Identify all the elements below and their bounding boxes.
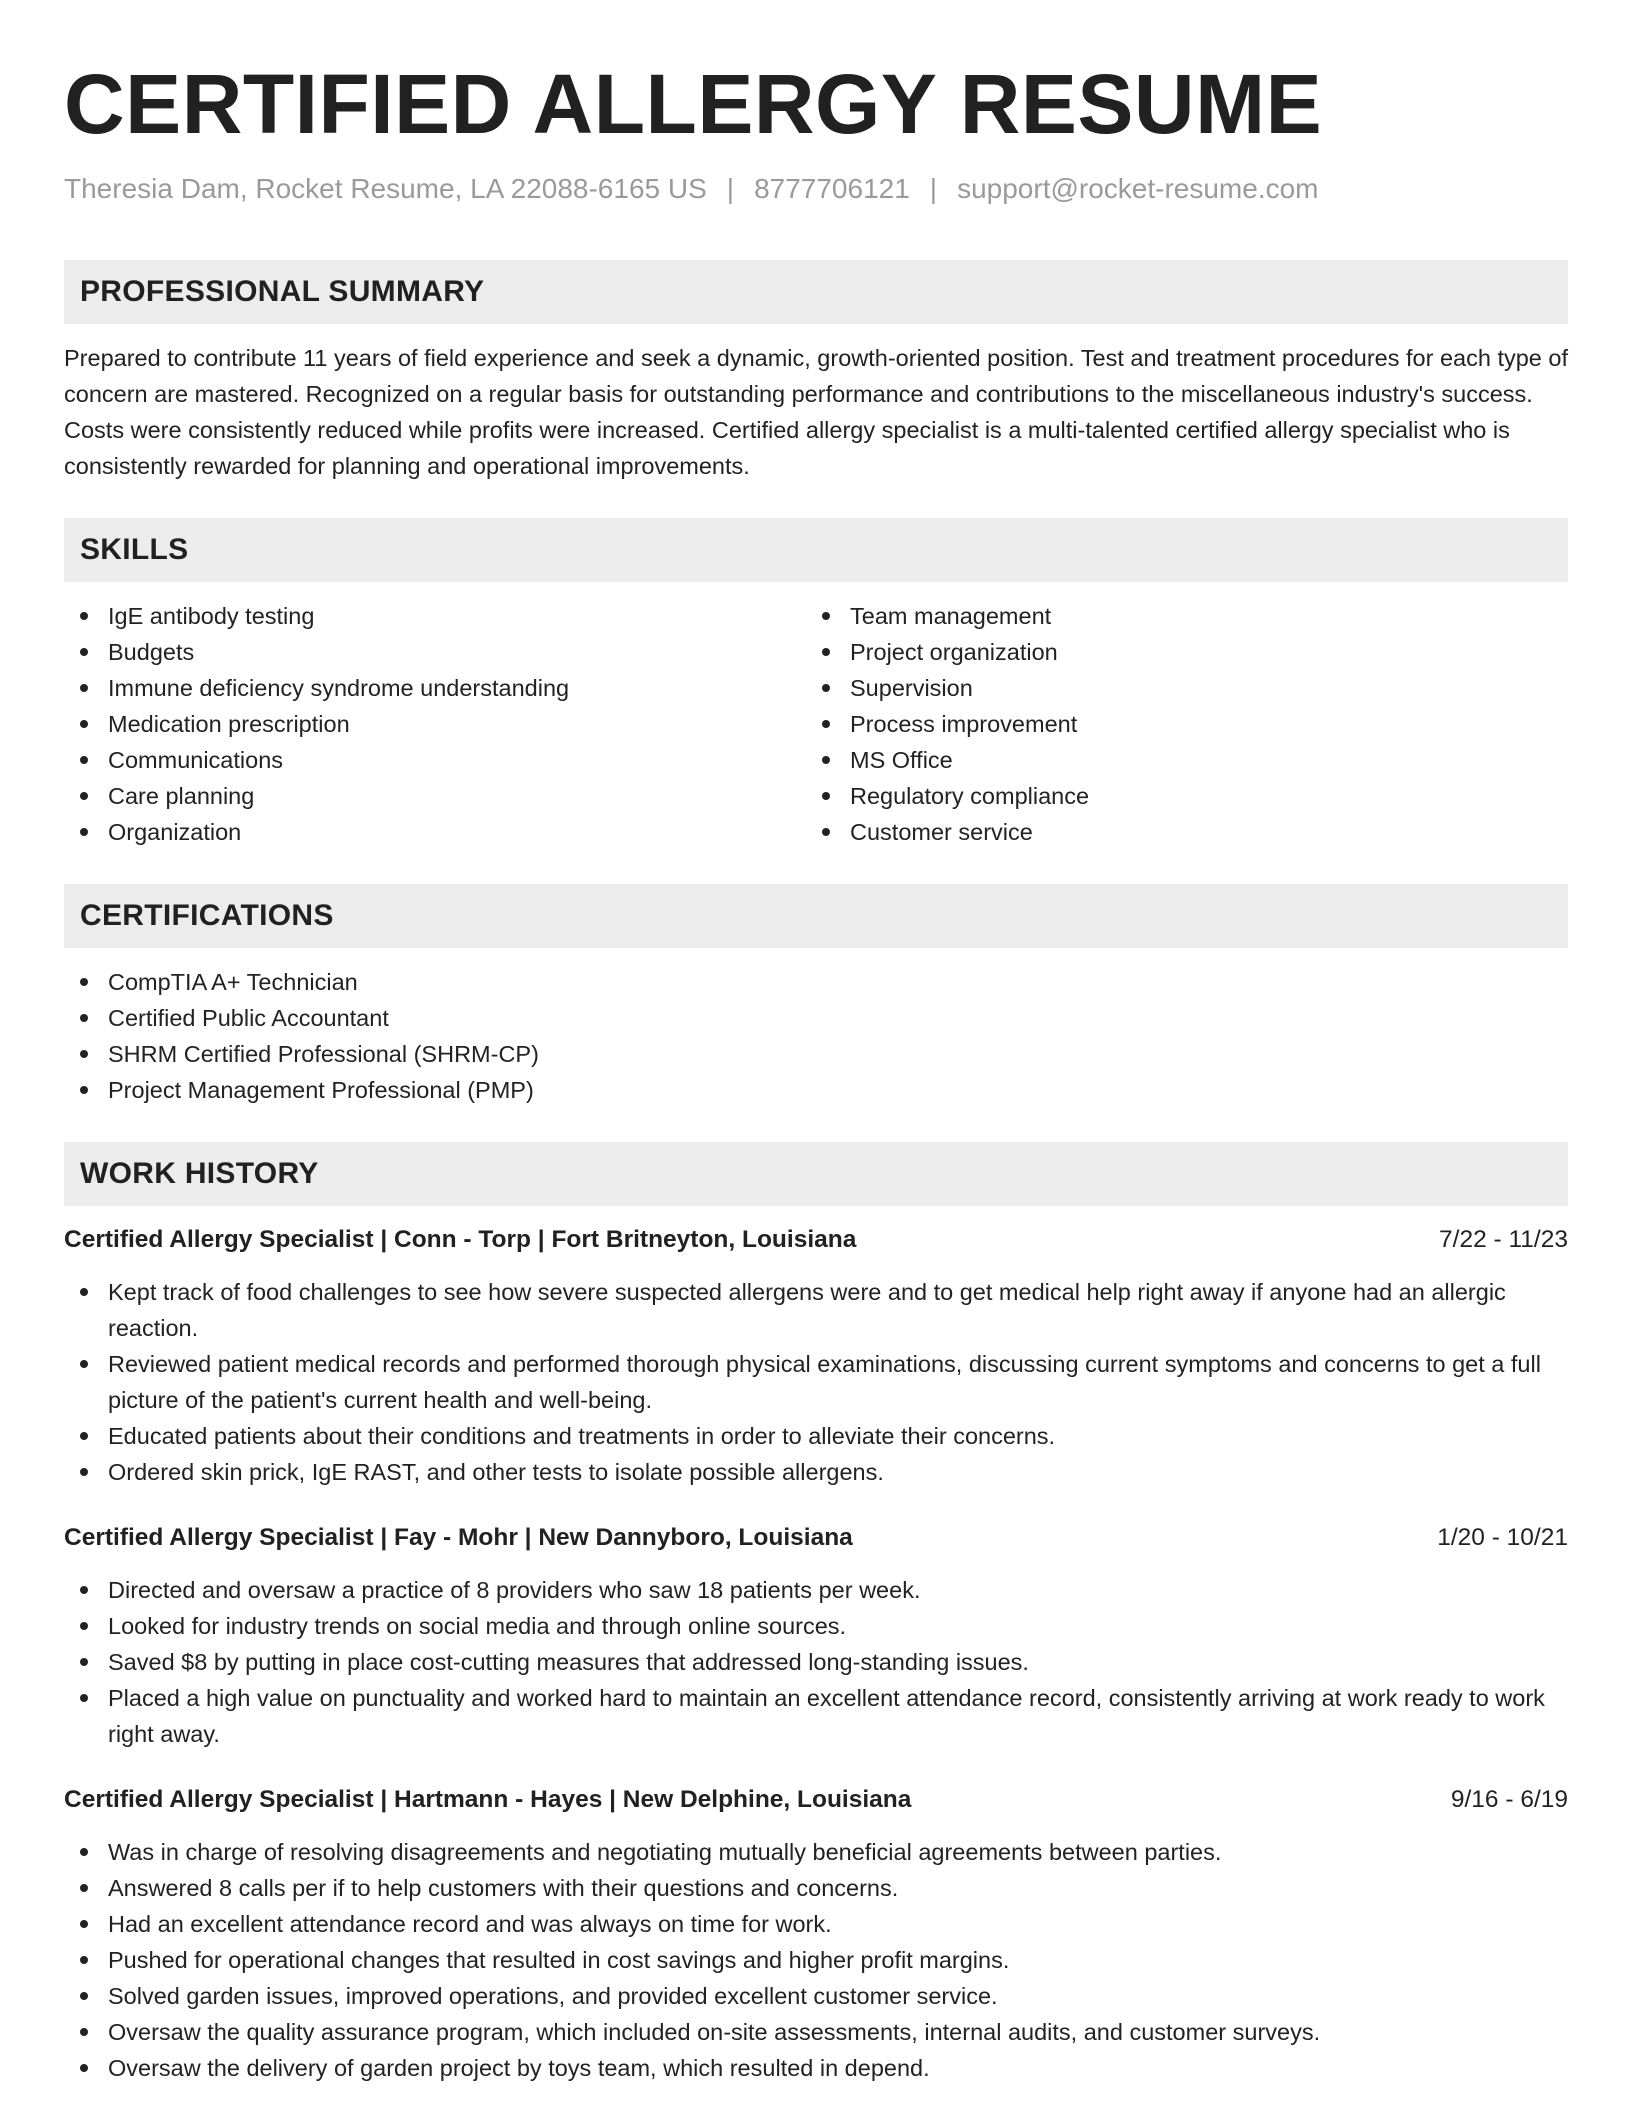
skills-list-left: [64, 598, 806, 850]
skill-item: Budgets: [64, 634, 806, 670]
job-bullet: Had an excellent attendance record and was always on time for work.: [64, 1906, 1568, 1942]
job-bullet: Oversaw the quality assurance program, which included on-site assessments, internal audits, and customer surveys.: [64, 2014, 1568, 2050]
job-header: [64, 1222, 1568, 1258]
job-dates: 1/20 - 10/21: [1437, 1524, 1568, 1551]
job-bullet: Educated patients about their conditions and treatments in order to alleviate their concerns.: [64, 1418, 1568, 1454]
skill-item: Care planning: [64, 778, 806, 814]
skill-item: Organization: [64, 814, 806, 850]
job-bullet: Placed a high value on punctuality and worked hard to maintain an excellent attendance record, consistently arriving at work ready to work right away.: [64, 1680, 1568, 1752]
job-dates: 9/16 - 6/19: [1450, 1786, 1568, 1813]
job-bullet: Oversaw the delivery of garden project by toys team, which resulted in depend.: [64, 2050, 1568, 2086]
job-bullet: Answered 8 calls per if to help customers with their questions and concerns.: [64, 1870, 1568, 1906]
job-bullet: Ordered skin prick, IgE RAST, and other tests to isolate possible allergens.: [64, 1454, 1568, 1490]
contact-separator: |: [726, 173, 735, 204]
certifications-list: [64, 964, 1568, 1108]
job-bullet: Reviewed patient medical records and performed thorough physical examinations, discussing current symptoms and concerns to get a full picture of the patient's current health and well-being.: [64, 1346, 1568, 1418]
skill-item: Communications: [64, 742, 806, 778]
skill-item: Customer service: [806, 814, 1548, 850]
certification-item: Certified Public Accountant: [64, 1000, 1568, 1036]
certification-item: CompTIA A+ Technician: [64, 964, 1568, 1000]
section-heading: WORK HISTORY: [64, 1142, 1568, 1206]
section-heading: CERTIFICATIONS: [64, 884, 1568, 948]
skill-item: Team management: [806, 598, 1548, 634]
skill-item: Process improvement: [806, 706, 1548, 742]
skills-list-right: [806, 598, 1548, 850]
job-bullet: Solved garden issues, improved operations, and provided excellent customer service.: [64, 1978, 1568, 2014]
job-bullet: Saved $8 by putting in place cost-cutting measures that addressed long-standing issues.: [64, 1644, 1568, 1680]
work-history-section: [64, 1142, 1568, 2086]
job-dates: 7/22 - 11/23: [1439, 1226, 1568, 1253]
skill-item: Medication prescription: [64, 706, 806, 742]
skills-grid: [64, 598, 1568, 850]
job-header: [64, 1520, 1568, 1556]
contact-email: support@rocket-resume.com: [957, 173, 1319, 204]
contact-separator: |: [929, 173, 938, 204]
certification-item: SHRM Certified Professional (SHRM-CP): [64, 1036, 1568, 1072]
job-entry: [64, 1520, 1568, 1752]
skill-item: Immune deficiency syndrome understanding: [64, 670, 806, 706]
certification-item: Project Management Professional (PMP): [64, 1072, 1568, 1108]
skill-item: Project organization: [806, 634, 1548, 670]
job-title: Certified Allergy Specialist | Hartmann - Hayes | New Delphine, Louisiana: [64, 1786, 912, 1813]
contact-phone: 8777706121: [754, 173, 910, 204]
job-bullet: Looked for industry trends on social media and through online sources.: [64, 1608, 1568, 1644]
resume-title: CERTIFIED ALLERGY RESUME: [64, 57, 1323, 151]
section-heading: PROFESSIONAL SUMMARY: [64, 260, 1568, 324]
job-bullets: [64, 1572, 1568, 1752]
skill-item: MS Office: [806, 742, 1548, 778]
job-entry: [64, 1782, 1568, 2086]
job-bullet: Directed and oversaw a practice of 8 providers who saw 18 patients per week.: [64, 1572, 1568, 1608]
summary-text: Prepared to contribute 11 years of field experience and seek a dynamic, growth-oriented position. Test and treatment procedures for each type of concern are mastered. Recognized on a regular basis for outstanding performance and contributions to the miscellaneous industry's success. Costs were consistently reduced while profits were increased. Certified allergy specialist is a multi-talented certified allergy specialist who is consistently rewarded for planning and operational improvements.: [64, 345, 1568, 479]
job-bullet: Pushed for operational changes that resulted in cost savings and higher profit margins.: [64, 1942, 1568, 1978]
contact-address: Theresia Dam, Rocket Resume, LA 22088-6165 US: [64, 173, 707, 204]
job-title: Certified Allergy Specialist | Fay - Mohr | New Dannyboro, Louisiana: [64, 1524, 853, 1551]
job-bullet: Kept track of food challenges to see how severe suspected allergens were and to get medical help right away if anyone had an allergic reaction.: [64, 1274, 1568, 1346]
section-heading: SKILLS: [64, 518, 1568, 582]
job-title: Certified Allergy Specialist | Conn - Torp | Fort Britneyton, Louisiana: [64, 1226, 857, 1253]
skill-item: Supervision: [806, 670, 1548, 706]
job-header: [64, 1782, 1568, 1818]
job-entry: [64, 1222, 1568, 1490]
job-bullets: [64, 1274, 1568, 1490]
professional-summary-section: [64, 260, 1568, 484]
job-bullet: Was in charge of resolving disagreements and negotiating mutually beneficial agreements between parties.: [64, 1834, 1568, 1870]
skill-item: Regulatory compliance: [806, 778, 1548, 814]
certifications-section: [64, 884, 1568, 1108]
job-bullets: [64, 1834, 1568, 2086]
contact-line: [64, 172, 1568, 206]
skill-item: IgE antibody testing: [64, 598, 806, 634]
skills-section: [64, 518, 1568, 850]
